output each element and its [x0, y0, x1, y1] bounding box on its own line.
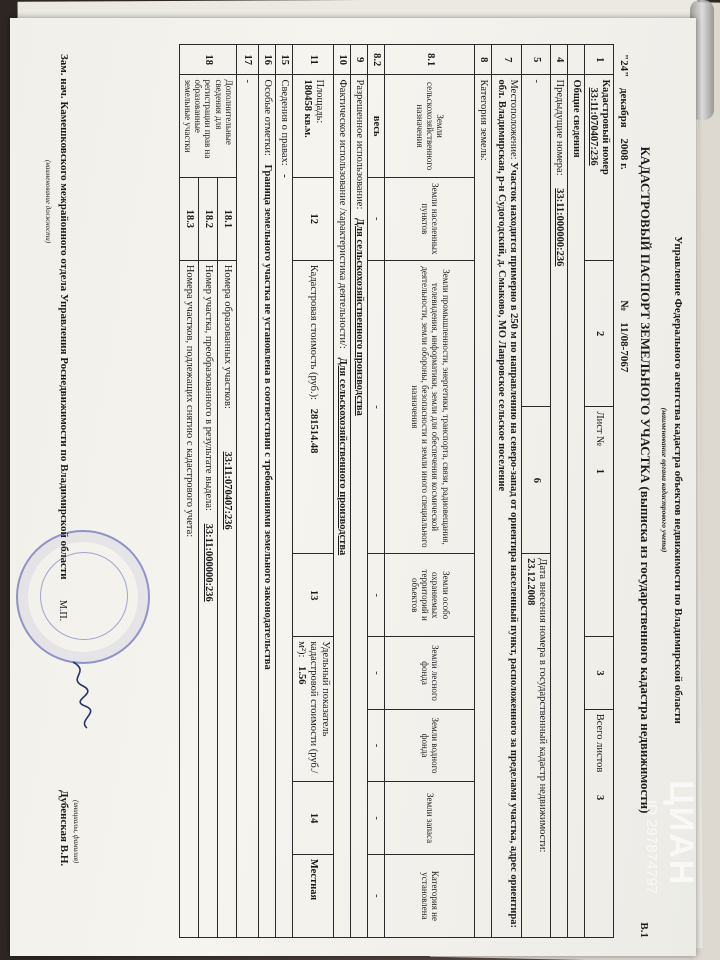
table-row [521, 45, 550, 938]
formed-parcels-cell [218, 260, 237, 937]
row-number: 18 [180, 45, 237, 75]
field-label: Кадастровый номер [600, 79, 611, 175]
passport-table [179, 44, 614, 938]
date-year: 2008 г. [618, 138, 630, 170]
row-number [567, 45, 584, 75]
category-header: Земли лесного фонда [385, 637, 475, 710]
formed-parcel-number: 33:11:070407:236 [222, 451, 234, 530]
name-caption: (инициалы, фамилия) [72, 800, 80, 864]
field-label: Сведения о правах: [279, 79, 291, 166]
category-value: - [368, 177, 385, 260]
field-label: Особые отметки: [262, 79, 273, 156]
permitted-use-cell [351, 75, 368, 938]
row-number: 2 [584, 260, 613, 407]
previous-number: 33:11:000000:236 [553, 188, 565, 267]
field-label: Удельный показатель кадастровой стоимости (руб./м²): [296, 641, 332, 774]
table-row [385, 45, 475, 938]
field-label: Кадастровая стоимость (руб.): [308, 264, 320, 401]
total-sheets: 3 [593, 794, 605, 801]
field-label: Дата внесения номера в государственный кадастр недвижимости: [536, 558, 548, 853]
category-value: - [368, 260, 385, 553]
table-row [276, 45, 293, 938]
section-heading: Общие сведения [567, 75, 584, 938]
row-number: 13 [293, 554, 334, 637]
field-label: Номера участков, подлежащих снятию с кадастрового учета: [180, 260, 199, 937]
row-number: 12 [293, 177, 334, 260]
category-header: Земли сельскохозяйственного назначения [385, 75, 475, 177]
category-value: - [368, 709, 385, 782]
field-label: Предыдущие номера: [553, 79, 565, 176]
seal-place: М.П. [57, 600, 68, 622]
permitted-use: Для сельскохозяйственного производства [354, 218, 366, 416]
cadastral-number-cell [584, 75, 613, 260]
transformed-parcel-cell [199, 260, 218, 937]
row-number: 7 [492, 45, 521, 75]
table-row [218, 45, 237, 938]
cadastral-value-cell [293, 260, 334, 553]
row-number: 9 [351, 45, 368, 75]
category-value: - [368, 854, 385, 937]
rights-value: - [279, 174, 291, 178]
category-header: Земли особо охраняемых территорий и объектов [385, 554, 475, 637]
field-value: - [236, 75, 258, 938]
date-month: декабря [618, 87, 630, 128]
signature [65, 660, 95, 730]
unit-value: 1.56 [296, 666, 308, 685]
row-number: 3 [584, 637, 613, 710]
field-label: Площадь: [314, 79, 326, 124]
form-code: В.1 [638, 922, 650, 938]
row-number: 14 [293, 782, 334, 855]
table-row [334, 45, 351, 938]
field-label: Разрешенное использование: [354, 79, 366, 210]
official-seal [16, 530, 150, 664]
row-number: 18.2 [199, 177, 218, 260]
signatory-position: Зам. нач. Камешковского межрайонного отдела Управления Роснедвижимости по Владимирской области [58, 54, 70, 580]
field-label: Номер участка, преобразованного в результате выдела: [203, 264, 215, 511]
row-number: 8.1 [385, 45, 475, 75]
row-number: 10 [334, 45, 351, 75]
table-row [567, 45, 584, 938]
issue-date [617, 54, 630, 380]
category-value: весь [368, 75, 385, 177]
agency-name: Управление Федерального агентства кадастра объектов недвижимости по Владимирской области [672, 236, 684, 724]
area-value: 180458 кв.м. [302, 79, 314, 138]
watermark-logo: ЦИАН [662, 780, 700, 887]
row-number: 4 [550, 45, 567, 75]
number-label: № [618, 300, 630, 312]
category-header: Земли населенных пунктов [385, 177, 475, 260]
watermark-id: ID 297874797 [643, 800, 660, 895]
sheet-number: 1 [593, 468, 605, 474]
date-day: "24" [618, 54, 630, 78]
row-number: 15 [276, 45, 293, 75]
document-title: КАДАСТРОВЫЙ ПАСПОРТ ЗЕМЕЛЬНОГО УЧАСТКА (выписка из государственного кадастра недвижимости) [638, 146, 653, 814]
table-row [351, 45, 368, 938]
table-row [258, 45, 275, 938]
watermark [640, 780, 710, 950]
cadastral-passport [24, 30, 690, 950]
transformed-parcel-number: 33:11:000000:236 [203, 523, 215, 602]
category-value: - [368, 554, 385, 637]
field-label: Всего листов [593, 713, 605, 773]
table-row [199, 45, 218, 938]
row-number: 11 [293, 45, 334, 75]
cadastral-number: 33:11:070407:236 [587, 87, 599, 166]
area-cell [293, 75, 334, 177]
field-label: Номера образованных участков: [222, 264, 234, 409]
previous-numbers-cell [550, 75, 567, 938]
row-number: 17 [236, 45, 258, 75]
special-notes: Граница земельного участка не установлена в соответствии с требованиями земельного законодательства [262, 164, 273, 670]
table-row [293, 45, 334, 938]
rights-cell [276, 75, 293, 938]
location-value: Участок находится примерно в 250 м по направлению на северо-запад от ориентира населенный пункт, расположенного за пределами участка, адрес ориентира: обл. Владимирская, р-н Судогодский, д. Смыково, МО Лавровское сельское поселение [495, 79, 519, 929]
registration-date: 23.12.2008 [524, 558, 536, 606]
agency-caption: (наименование органа кадастрового учета) [660, 407, 669, 553]
table-row [492, 45, 521, 938]
field-label: Категория земель: [475, 75, 492, 938]
field-value: - [521, 75, 550, 407]
row-number: 5 [521, 45, 550, 75]
special-notes-cell [258, 75, 275, 938]
actual-use: Для сельскохозяйственного производства [337, 357, 349, 556]
row-number: 6 [521, 407, 550, 554]
document-sheet [10, 18, 696, 956]
cadastral-value: 281514.48 [308, 408, 320, 454]
row-number: 18.3 [180, 177, 199, 260]
table-row [475, 45, 492, 938]
category-header: Земли водного фонда [385, 709, 475, 782]
field-label: Лист № [593, 411, 605, 447]
category-value: - [368, 637, 385, 710]
category-value: - [368, 782, 385, 855]
table-row [584, 45, 613, 938]
table-row [180, 45, 199, 938]
table-row [236, 45, 258, 938]
field-label: Фактическое использование /характеристика деятельности/: [337, 79, 349, 349]
row-number: 18.1 [218, 177, 237, 260]
row-number: 16 [258, 45, 275, 75]
row-number: 1 [584, 45, 613, 75]
table-row [368, 45, 385, 938]
registration-date-cell [521, 554, 550, 938]
position-caption: (наименование должности) [44, 160, 52, 244]
table-row [550, 45, 567, 938]
field-label: Местоположение: [507, 79, 519, 160]
document-number: 11/08-7067 [618, 322, 630, 373]
signatory-name: Дубенская В.Н. [58, 790, 70, 867]
row-number: 8.2 [368, 45, 385, 75]
total-sheets-cell [584, 709, 613, 937]
unit-value-cell [293, 637, 334, 782]
row-number: 8 [475, 45, 492, 75]
field-label: Дополнительные сведения для регистрации прав на образованные земельные участки [180, 75, 237, 177]
coordinate-system: Местная [293, 854, 334, 937]
category-header: Категория не установлена [385, 854, 475, 937]
sheet-number-cell [584, 407, 613, 637]
category-header: Земли запаса [385, 782, 475, 855]
category-header: Земли промышленности, энергетики, транспорта, связи, радиовещания, телевидения, информатики, земли для обеспечения космической деятельности, земли обороны, безопасности и земли иного специального назначения [385, 260, 475, 553]
location-cell [492, 75, 521, 938]
actual-use-cell [334, 75, 351, 938]
